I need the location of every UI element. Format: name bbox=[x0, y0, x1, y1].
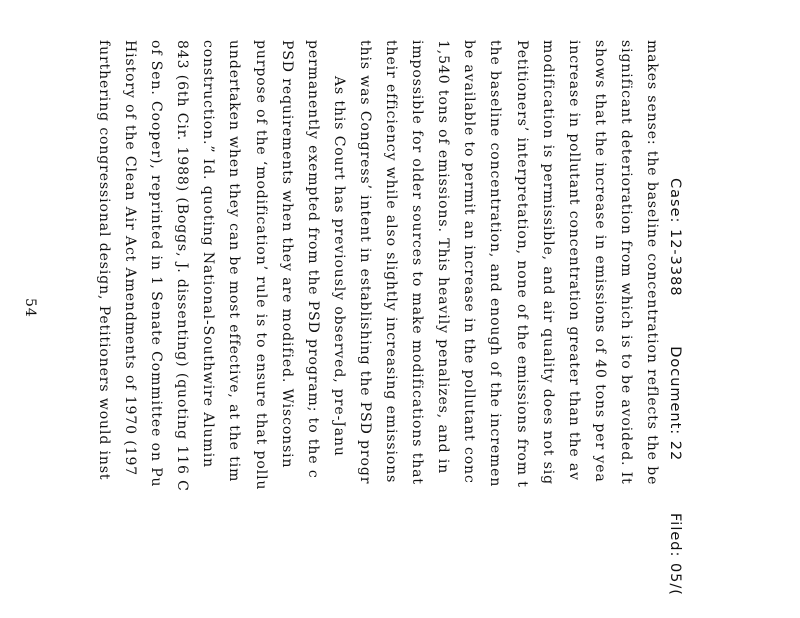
text-line: be available to permit an increase in the pollutant conc bbox=[461, 40, 478, 484]
text-line: shows that the increase in emissions of 40 tons per yea bbox=[591, 40, 608, 483]
text-line: Petitioners’ interpretation, none of the emissions from t bbox=[513, 40, 530, 488]
document-number: Document: 22 bbox=[667, 346, 683, 462]
text-line: modification is permissible, and air quality does not sig bbox=[539, 40, 556, 486]
filed-date: Filed: 05/( bbox=[667, 513, 683, 596]
text-line: permanently exempted from the PSD program; to the c bbox=[304, 40, 321, 479]
text-line: of Sen. Cooper), reprinted in 1 Senate Committee on Pu bbox=[148, 40, 165, 488]
text-line: 843 (6th Cir. 1988) (Boggs, J. dissenting) (quoting 116 C bbox=[174, 40, 191, 492]
text-line: significant deterioration from which is to be avoided. It bbox=[617, 40, 634, 485]
text-line: the baseline concentration, and enough of the incremen bbox=[487, 40, 504, 488]
text-line: their efficiency while also slightly increasing emissions bbox=[383, 40, 400, 484]
text-line: PSD requirements when they are modified. Wisconsin bbox=[278, 40, 295, 469]
page-number: 54 bbox=[22, 298, 38, 318]
text-line: undertaken when they can be most effective, at the tim bbox=[226, 40, 243, 483]
text-line: As this Court has previously observed, pre-Janu bbox=[330, 76, 347, 457]
text-line: furthering congressional design, Petitioners would inst bbox=[96, 40, 113, 481]
text-line: purpose of the ‘modification’ rule is to ensure that pollu bbox=[252, 40, 269, 491]
text-line: construction.” Id. quoting National-Southwire Alumin bbox=[200, 40, 217, 469]
text-line: makes sense: the baseline concentration reflects the be bbox=[644, 40, 660, 486]
ecf-header bbox=[667, 178, 683, 618]
text-line: increase in pollutant concentration greater than the av bbox=[565, 40, 582, 481]
body-text bbox=[91, 40, 665, 618]
text-line: this was Congress’ intent in establishing the PSD progr bbox=[356, 40, 373, 485]
case-number: Case: 12-3388 bbox=[667, 178, 683, 297]
text-line: impossible for older sources to make modifications that bbox=[409, 40, 426, 485]
text-line: 1,540 tons of emissions. This heavily penalizes, and in bbox=[435, 40, 452, 475]
text-line: History of the Clean Air Act Amendments of 1970 (197 bbox=[122, 40, 139, 477]
